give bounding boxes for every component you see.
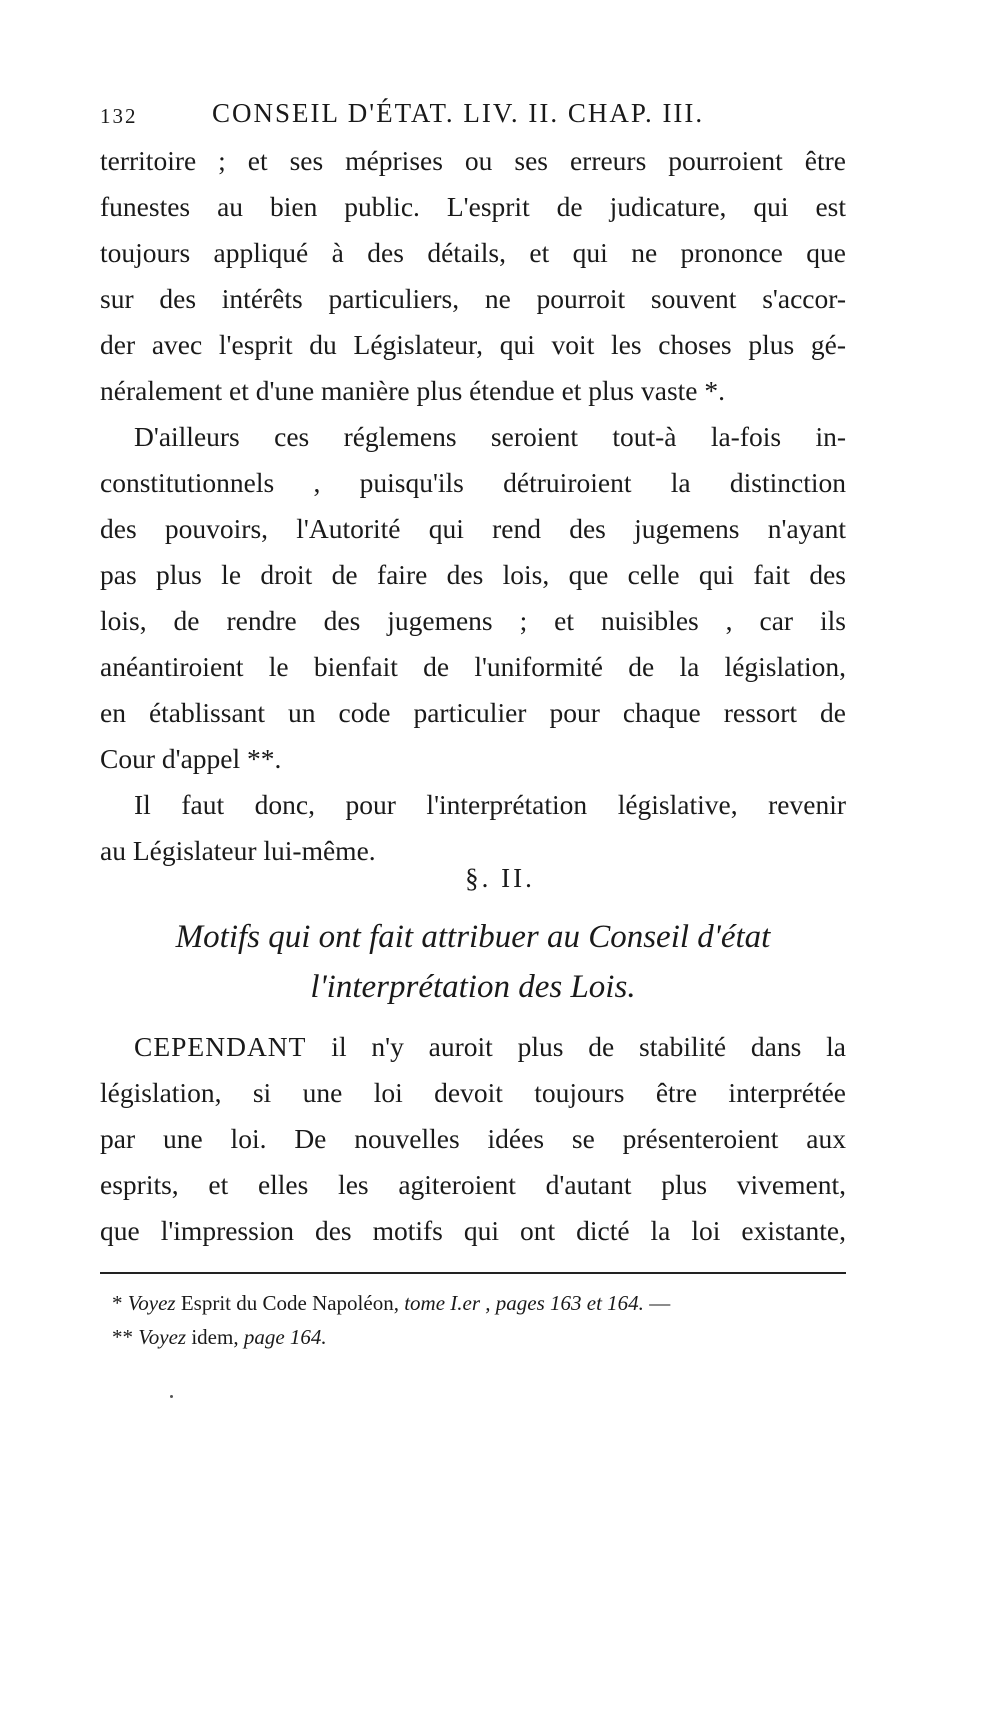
text-line: au Législateur lui-même. (100, 835, 376, 866)
text-line: néralement et d'une manière plus étendue et plus vaste *. (100, 375, 726, 406)
text-line: lois, de rendre des jugemens ; et nuisibles , car ils (100, 605, 846, 636)
section-title-line: l'interprétation des Lois. (310, 969, 636, 1005)
text-line (100, 1024, 846, 1070)
page-number: 132 (100, 104, 138, 128)
text-line: législation, si une loi devoit toujours être interprétée (100, 1077, 846, 1108)
text-line: Il faut donc, pour l'interprétation législative, revenir (134, 789, 846, 820)
text-line: que l'impression des motifs qui ont dicté la loi existante, (100, 1215, 846, 1246)
text-line: sur des intérêts particuliers, ne pourroit souvent s'accor- (100, 283, 846, 314)
section-title-line: Motifs qui ont fait attribuer au Conseil d'état (175, 919, 771, 955)
footnote-text: idem, (191, 1325, 239, 1349)
text-line: des pouvoirs, l'Autorité qui rend des jugemens n'ayant (100, 513, 846, 544)
paragraph-2 (100, 414, 846, 782)
footnote-text: Esprit du Code Napoléon, (180, 1291, 399, 1315)
text-line-rest: il n'y auroit plus de stabilité dans la (306, 1031, 846, 1062)
footnote-marker: ** (112, 1325, 133, 1349)
text-line: funestes au bien public. L'esprit de judicature, qui est (100, 191, 846, 222)
text-line: constitutionnels , puisqu'ils détruiroient la distinction (100, 467, 846, 498)
footnotes (112, 1286, 846, 1354)
body-text (100, 138, 846, 874)
footnote-voyez: Voyez (138, 1325, 187, 1349)
text-line: anéantiroient le bienfait de l'uniformité de la législation, (100, 651, 846, 682)
footnote-2 (112, 1320, 846, 1354)
text-line: D'ailleurs ces réglemens seroient tout-à la-fois in- (134, 421, 846, 452)
paragraph-4 (100, 1024, 846, 1254)
text-line: territoire ; et ses méprises ou ses erreurs pourroient être (100, 145, 846, 176)
footnote-voyez: Voyez (127, 1291, 176, 1315)
text-line: Cour d'appel **. (100, 743, 282, 774)
section-number: §. II. (465, 863, 535, 893)
running-header (100, 98, 860, 142)
text-line: par une loi. De nouvelles idées se présenteroient aux (100, 1123, 846, 1154)
text-line: der avec l'esprit du Législateur, qui voit les choses plus gé- (100, 329, 846, 360)
footnote-divider (100, 1272, 846, 1274)
running-title: CONSEIL D'ÉTAT. LIV. II. CHAP. III. (212, 98, 705, 128)
footnote-marker: * (112, 1291, 123, 1315)
footnote-reference: tome I.er , pages 163 et 164. (404, 1291, 644, 1315)
paragraph-1 (100, 138, 846, 414)
text-line: toujours appliqué à des détails, et qui ne prononce que (100, 237, 846, 268)
lead-word: CEPENDANT (134, 1031, 307, 1062)
section-title (100, 912, 846, 1012)
ink-speck (170, 1395, 173, 1398)
text-line: en établissant un code particulier pour chaque ressort de (100, 697, 846, 728)
text-line: esprits, et elles les agiteroient d'autant plus vivement, (100, 1169, 846, 1200)
footnote-1 (112, 1286, 846, 1320)
footnote-dash: — (649, 1291, 671, 1315)
footnote-reference: page 164. (243, 1325, 327, 1349)
body-text-continued (100, 1024, 846, 1254)
text-line: pas plus le droit de faire des lois, que celle qui fait des (100, 559, 846, 590)
